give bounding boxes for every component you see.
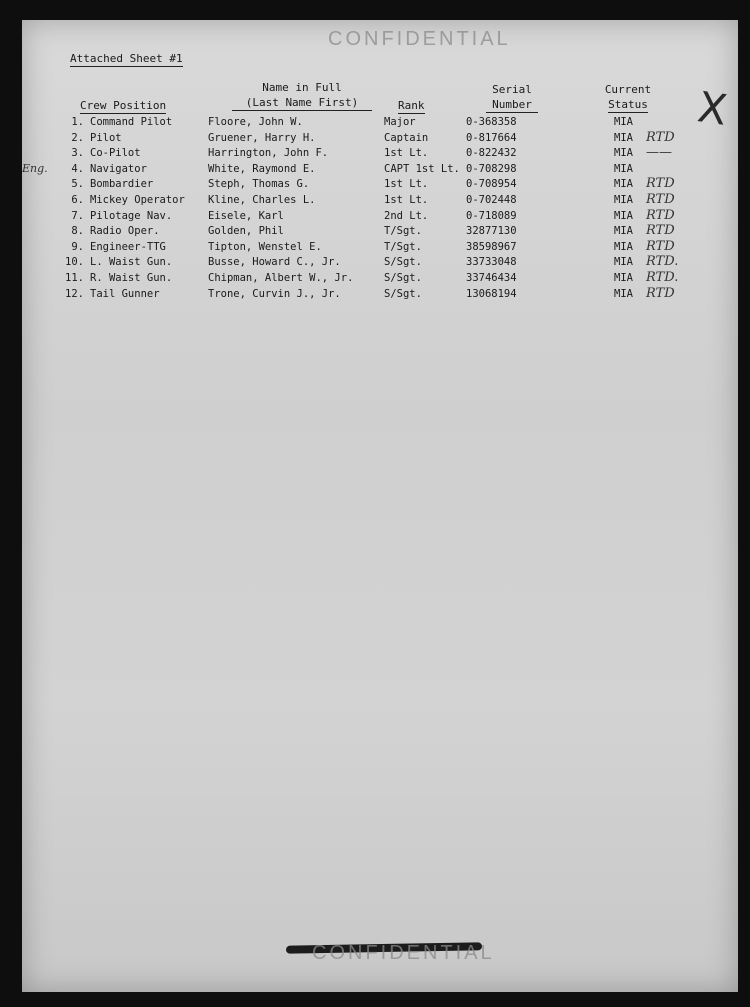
table-row: [22, 147, 738, 163]
serial-number: 32877130: [466, 225, 517, 238]
table-row: [22, 225, 738, 241]
sheet-title: Attached Sheet #1: [70, 52, 183, 65]
handwritten-status-note: ——: [646, 145, 672, 161]
serial-number: 0-368358: [466, 116, 517, 128]
crew-name: Harrington, John F.: [208, 147, 329, 160]
table-row: [22, 256, 738, 272]
handwritten-status-note: RTD: [646, 285, 675, 301]
row-number: 12.: [65, 287, 84, 300]
crew-name: Chipman, Albert W., Jr.: [208, 272, 354, 284]
header-status-line1: Current: [604, 83, 652, 96]
crew-name: White, Raymond E.: [208, 162, 316, 175]
serial-number: 0-702448: [466, 194, 517, 206]
handwritten-status-note: RTD: [646, 207, 675, 223]
row-number: 4.: [71, 162, 84, 175]
crew-rank: S/Sgt.: [384, 256, 422, 269]
current-status: MIA: [614, 209, 633, 222]
crew-rank: 1st Lt.: [384, 194, 429, 206]
header-serial: [462, 82, 562, 113]
crew-position: Co-Pilot: [90, 147, 141, 160]
table-row: [22, 178, 738, 194]
handwritten-status-note: RTD: [646, 176, 675, 192]
crew-rank: T/Sgt.: [384, 225, 422, 238]
crew-position: Pilotage Nav.: [90, 209, 173, 222]
crew-name: Trone, Curvin J., Jr.: [208, 287, 341, 300]
table-row: [22, 272, 738, 288]
handwritten-status-note: RTD.: [646, 254, 679, 270]
crew-position: Pilot: [90, 131, 122, 144]
crew-rank: 2nd Lt.: [384, 209, 429, 222]
row-number: 10.: [65, 256, 84, 269]
row-number: 5.: [71, 178, 84, 191]
crew-position: L. Waist Gun.: [90, 256, 173, 269]
crew-rank: S/Sgt.: [384, 287, 422, 300]
handwritten-status-note: RTD: [646, 129, 675, 145]
current-status: MIA: [614, 194, 633, 206]
crew-name: Busse, Howard C., Jr.: [208, 256, 341, 269]
crew-position: Radio Oper.: [90, 225, 160, 238]
handwritten-status-note: RTD: [646, 192, 675, 207]
table-row: [22, 129, 738, 148]
serial-number: 33746434: [466, 272, 517, 284]
handwritten-status-note: RTD: [646, 238, 675, 254]
handwritten-status-note: RTD.: [646, 270, 679, 285]
serial-number: 0-708954: [466, 178, 517, 191]
crew-name: Gruener, Harry H.: [208, 131, 316, 144]
row-number: 3.: [71, 147, 84, 160]
current-status: MIA: [614, 225, 633, 238]
crew-name: Steph, Thomas G.: [208, 178, 310, 191]
row-number: 9.: [71, 240, 84, 253]
serial-number: 13068194: [466, 287, 517, 300]
row-number: 1.: [71, 116, 84, 128]
current-status: MIA: [614, 147, 633, 160]
row-number: 6.: [71, 194, 84, 206]
crew-position: Bombardier: [90, 178, 154, 191]
header-status-line2: Status: [608, 98, 648, 111]
crew-name: Kline, Charles L.: [208, 194, 316, 206]
crew-name: Golden, Phil: [208, 225, 284, 238]
header-name-line1: Name in Full: [262, 81, 342, 94]
crew-position: Command Pilot: [90, 116, 173, 128]
row-number: 11.: [65, 272, 84, 284]
header-serial-line1: Serial: [492, 83, 532, 96]
crew-rank: 1st Lt.: [384, 178, 429, 191]
document-page: [22, 20, 738, 992]
crew-position: Engineer-TTG: [90, 240, 166, 253]
crew-position: Mickey Operator: [90, 194, 185, 206]
current-status: MIA: [614, 162, 633, 175]
header-status: [598, 82, 658, 113]
crew-rank: 1st Lt.: [384, 147, 429, 160]
crew-name: Eisele, Karl: [208, 209, 284, 222]
header-serial-line2: Number: [486, 97, 538, 113]
crew-rank: CAPT 1st Lt.: [384, 162, 460, 175]
header-name-line2: (Last Name First): [232, 95, 372, 111]
current-status: MIA: [614, 178, 633, 191]
serial-number: 0-817664: [466, 131, 517, 144]
table-row: [22, 163, 738, 179]
crew-rank: S/Sgt.: [384, 272, 422, 284]
table-row: [22, 207, 738, 226]
current-status: MIA: [614, 116, 633, 128]
crew-name: Tipton, Wenstel E.: [208, 240, 322, 253]
current-status: MIA: [614, 131, 633, 144]
margin-note: Eng.: [22, 162, 48, 175]
crew-rank: Major: [384, 116, 416, 128]
serial-number: 0-718089: [466, 209, 517, 222]
header-name: [232, 80, 372, 111]
row-number: 8.: [71, 225, 84, 238]
table-row: [22, 238, 738, 257]
row-number: 2.: [71, 131, 84, 144]
handwritten-x-mark: X: [694, 82, 731, 135]
current-status: MIA: [614, 256, 633, 269]
serial-number: 38598967: [466, 240, 517, 253]
crew-position: Navigator: [90, 162, 147, 175]
confidential-stamp-bottom: CONFIDENTIAL: [312, 942, 495, 964]
crew-rank: Captain: [384, 131, 429, 144]
crew-position: Tail Gunner: [90, 287, 160, 300]
crew-position: R. Waist Gun.: [90, 272, 173, 284]
table-row: [22, 116, 738, 132]
header-rank: Rank: [398, 99, 425, 112]
table-row: [22, 194, 738, 210]
current-status: MIA: [614, 240, 633, 253]
row-number: 7.: [71, 209, 84, 222]
serial-number: 33733048: [466, 256, 517, 269]
handwritten-status-note: RTD: [646, 223, 675, 239]
crew-rank: T/Sgt.: [384, 240, 422, 253]
current-status: MIA: [614, 272, 633, 284]
confidential-stamp-top: CONFIDENTIAL: [328, 28, 511, 50]
header-crew-position: Crew Position: [80, 99, 167, 112]
serial-number: 0-822432: [466, 147, 517, 160]
serial-number: 0-708298: [466, 162, 517, 175]
current-status: MIA: [614, 287, 633, 300]
table-row: [22, 285, 738, 304]
crew-name: Floore, John W.: [208, 116, 303, 128]
